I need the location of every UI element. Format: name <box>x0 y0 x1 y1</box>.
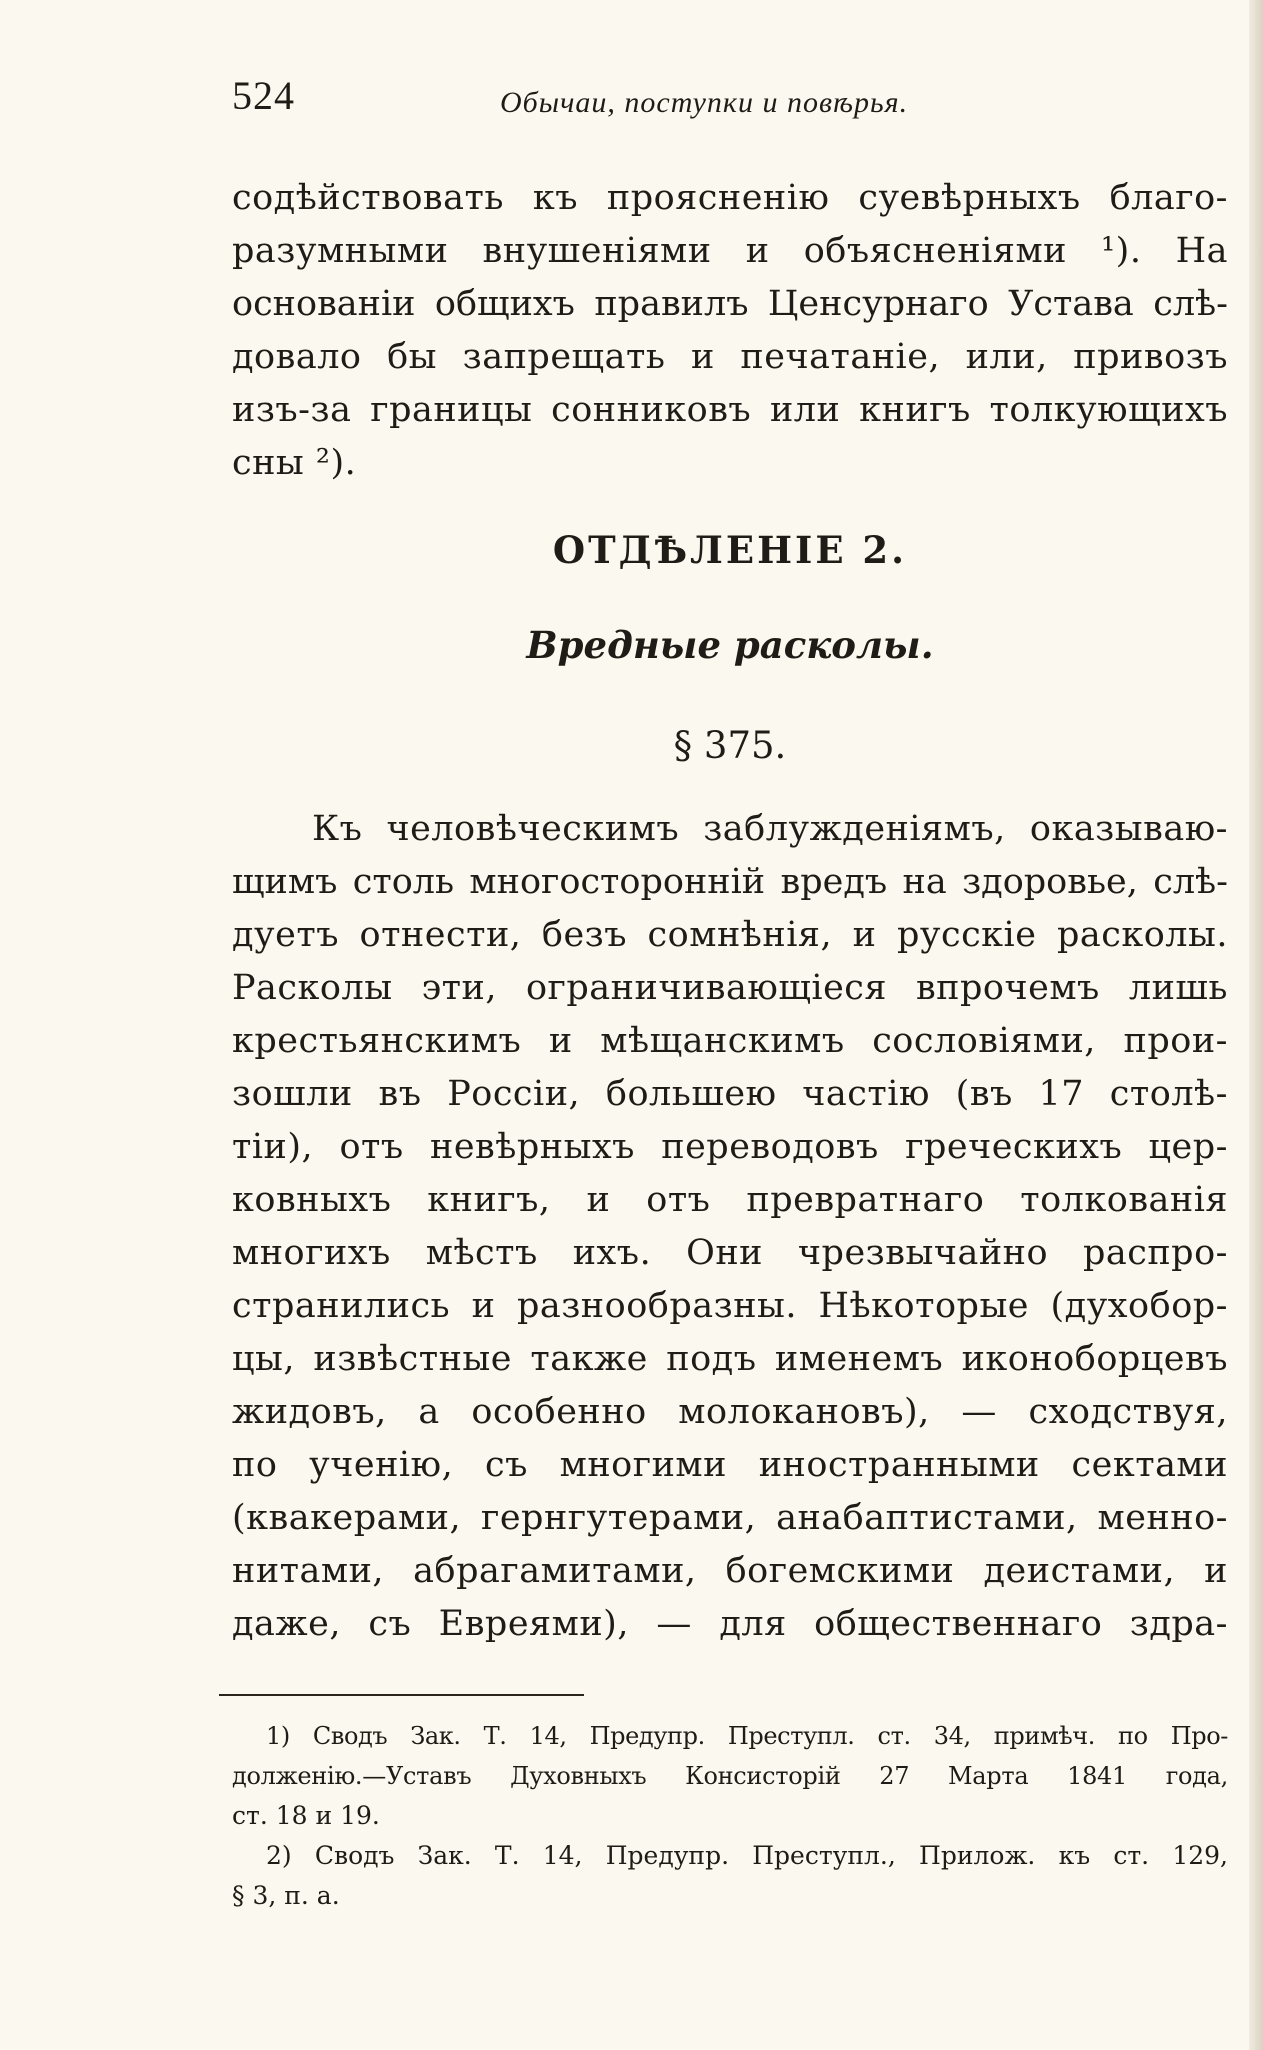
text-line: нитами, абрагамитами, богемскими деистами, и <box>232 1551 1228 1591</box>
text-line: щимъ столь многосторонній вредъ на здоровье, слѣ- <box>232 862 1228 902</box>
main-paragraph <box>232 803 1228 1651</box>
page-edge <box>1249 0 1263 2050</box>
text-line: зошли въ Россіи, большею частію (въ 17 столѣ- <box>232 1074 1228 1114</box>
footnote-line: долженію.—Уставъ Духовныхъ Консисторій 27 Марта 1841 года, <box>232 1762 1228 1790</box>
text-line: крестьянскимъ и мѣщанскимъ сословіями, прои- <box>232 1021 1228 1061</box>
text-line: изъ-за границы сонниковъ или книгъ толкующихъ <box>232 390 1228 430</box>
text-line: ковныхъ книгъ, и отъ превратнаго толкованія <box>232 1180 1228 1220</box>
text-line: тіи), отъ невѣрныхъ переводовъ греческихъ цер- <box>232 1127 1228 1167</box>
footnote-rule <box>219 1694 584 1696</box>
text-line: даже, съ Евреями), — для общественнаго здра- <box>232 1604 1228 1644</box>
section-subheading: Вредные расколы. <box>526 623 934 667</box>
text-line: дуетъ отнести, безъ сомнѣнія, и русскіе расколы. <box>232 915 1228 955</box>
section-heading: ОТДѢЛЕНІЕ 2. <box>552 528 908 572</box>
text-line: Къ человѣческимъ заблужденіямъ, оказываю- <box>312 809 1228 849</box>
text-line: жидовъ, а особенно молокановъ), — сходствуя, <box>232 1392 1228 1432</box>
paragraph-number: § 375. <box>673 724 787 767</box>
text-line: (квакерами, гернгутерами, анабаптистами, менно- <box>232 1498 1228 1538</box>
text-line: по ученію, съ многими иностранными сектами <box>232 1445 1228 1485</box>
text-line: разумными внушеніями и объясненіями ¹). На <box>232 231 1228 271</box>
text-line: Расколы эти, ограничивающіеся впрочемъ лишь <box>232 968 1228 1008</box>
text-line: цы, извѣстные также подъ именемъ иконоборцевъ <box>232 1339 1228 1379</box>
text-line: довало бы запрещать и печатаніе, или, привозъ <box>232 337 1228 377</box>
page-header <box>232 72 992 122</box>
footnote-line: § 3, п. а. <box>232 1881 340 1910</box>
footnotes <box>232 1716 1228 1916</box>
text-line: содѣйствовать къ проясненію суевѣрныхъ благо- <box>232 178 1228 218</box>
text-line: странились и разнообразны. Нѣкоторые (духобор- <box>232 1286 1228 1326</box>
footnote-line: 1) Сводъ Зак. Т. 14, Предупр. Преступл. ст. 34, примѣч. по Про- <box>266 1722 1228 1750</box>
footnote-line: ст. 18 и 19. <box>232 1801 380 1830</box>
text-line: сны ²). <box>232 443 357 483</box>
text-line: многихъ мѣстъ ихъ. Они чрезвычайно распро- <box>232 1233 1228 1273</box>
footnote-line: 2) Сводъ Зак. Т. 14, Предупр. Преступл., Прилож. къ ст. 129, <box>266 1841 1228 1870</box>
text-line: основаніи общихъ правилъ Ценсурнаго Устава слѣ- <box>232 284 1228 324</box>
page-number: 524 <box>232 73 295 118</box>
intro-paragraph <box>232 172 1228 490</box>
running-head: Обычаи, поступки и повѣрья. <box>500 86 909 119</box>
